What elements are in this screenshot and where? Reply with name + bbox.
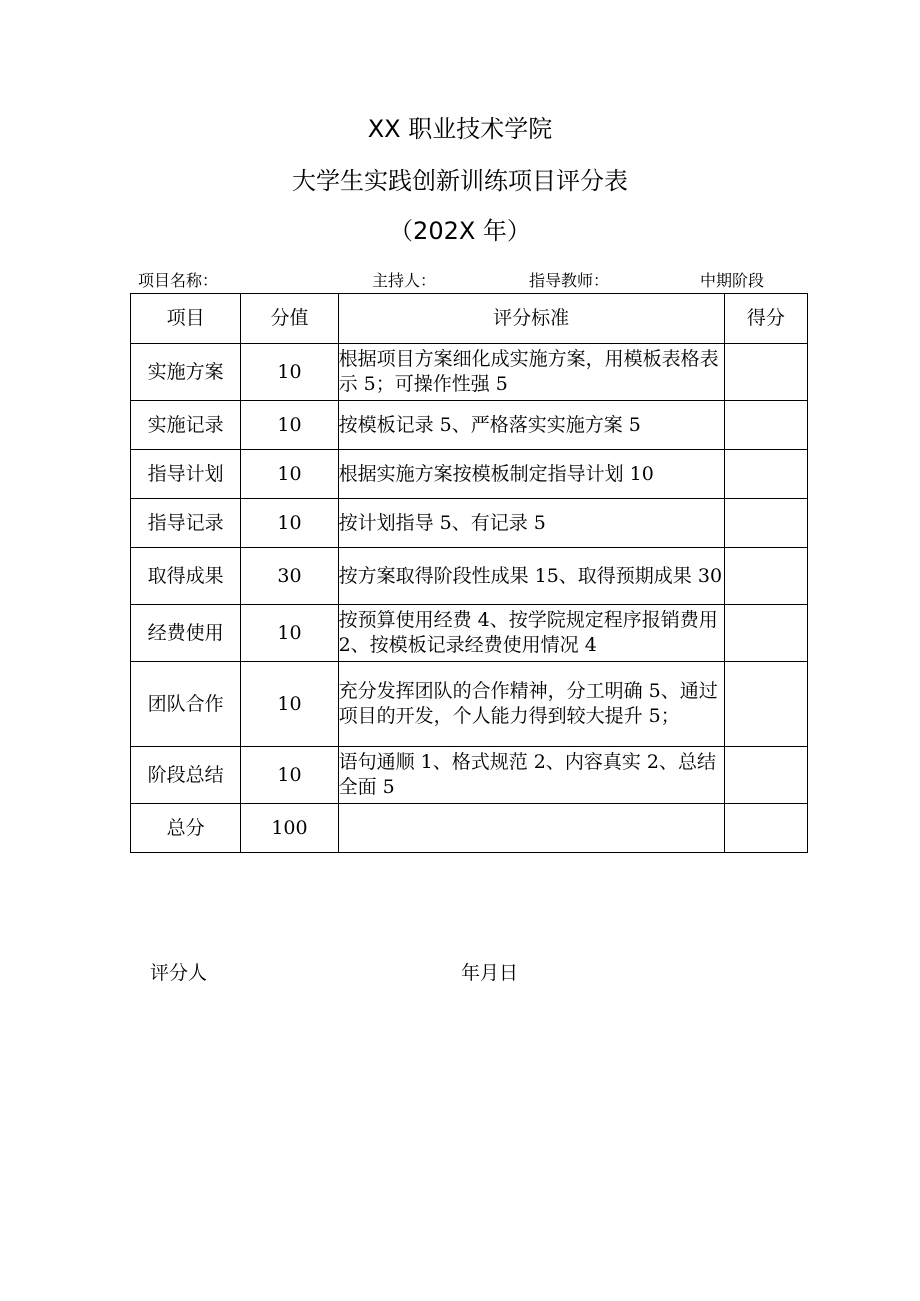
row-score-cell[interactable] <box>724 401 807 450</box>
table-header-row <box>131 294 808 344</box>
table-row <box>131 662 808 747</box>
row-score-cell[interactable] <box>724 662 807 747</box>
host-label: 主持人： <box>372 271 437 290</box>
header-item: 项目 <box>131 294 241 344</box>
project-name-label: 项目名称： <box>138 271 219 290</box>
header-value: 分值 <box>241 294 338 344</box>
table-row <box>131 499 808 548</box>
row-value: 10 <box>241 499 338 548</box>
row-criteria: 根据实施方案按模板制定指导计划 10 <box>338 450 724 499</box>
row-item: 指导记录 <box>131 499 241 548</box>
row-value: 10 <box>241 747 338 804</box>
table-row <box>131 450 808 499</box>
row-criteria: 充分发挥团队的合作精神，分工明确 5、通过项目的开发，个人能力得到较大提升 5； <box>338 662 724 747</box>
total-score-cell[interactable] <box>724 804 807 853</box>
row-score-cell[interactable] <box>724 605 807 662</box>
row-score-cell[interactable] <box>724 344 807 401</box>
date-label: 年月日 <box>461 962 519 984</box>
row-criteria: 按模板记录 5、严格落实实施方案 5 <box>338 401 724 450</box>
scoring-table <box>130 293 808 853</box>
row-criteria: 按方案取得阶段性成果 15、取得预期成果 30 <box>338 548 724 605</box>
table-row <box>131 344 808 401</box>
table-row <box>131 747 808 804</box>
total-label: 总分 <box>131 804 241 853</box>
row-score-cell[interactable] <box>724 548 807 605</box>
form-year: （202X 年） <box>389 217 531 245</box>
total-value: 100 <box>241 804 338 853</box>
header-criteria: 评分标准 <box>338 294 724 344</box>
header-score: 得分 <box>724 294 807 344</box>
row-item: 经费使用 <box>131 605 241 662</box>
row-score-cell[interactable] <box>724 747 807 804</box>
row-item: 阶段总结 <box>131 747 241 804</box>
rater-label: 评分人 <box>150 962 208 984</box>
advisor-label: 指导教师： <box>529 271 610 290</box>
total-row <box>131 804 808 853</box>
row-criteria: 按预算使用经费 4、按学院规定程序报销费用 2、按模板记录经费使用情况 4 <box>338 605 724 662</box>
table-row <box>131 605 808 662</box>
row-value: 10 <box>241 344 338 401</box>
table-row <box>131 401 808 450</box>
row-item: 指导计划 <box>131 450 241 499</box>
row-value: 30 <box>241 548 338 605</box>
row-value: 10 <box>241 662 338 747</box>
row-criteria: 按计划指导 5、有记录 5 <box>338 499 724 548</box>
row-criteria: 语句通顺 1、格式规范 2、内容真实 2、总结全面 5 <box>338 747 724 804</box>
row-value: 10 <box>241 401 338 450</box>
stage-label: 中期阶段 <box>700 271 765 290</box>
row-score-cell[interactable] <box>724 450 807 499</box>
row-item: 实施方案 <box>131 344 241 401</box>
row-criteria: 根据项目方案细化成实施方案，用模板表格表示 5；可操作性强 5 <box>338 344 724 401</box>
row-score-cell[interactable] <box>724 499 807 548</box>
table-row <box>131 548 808 605</box>
form-title: 大学生实践创新训练项目评分表 <box>292 167 628 195</box>
row-item: 实施记录 <box>131 401 241 450</box>
institution-title: XX 职业技术学院 <box>367 115 553 143</box>
total-criteria <box>338 804 724 853</box>
row-item: 团队合作 <box>131 662 241 747</box>
row-value: 10 <box>241 605 338 662</box>
row-item: 取得成果 <box>131 548 241 605</box>
row-value: 10 <box>241 450 338 499</box>
